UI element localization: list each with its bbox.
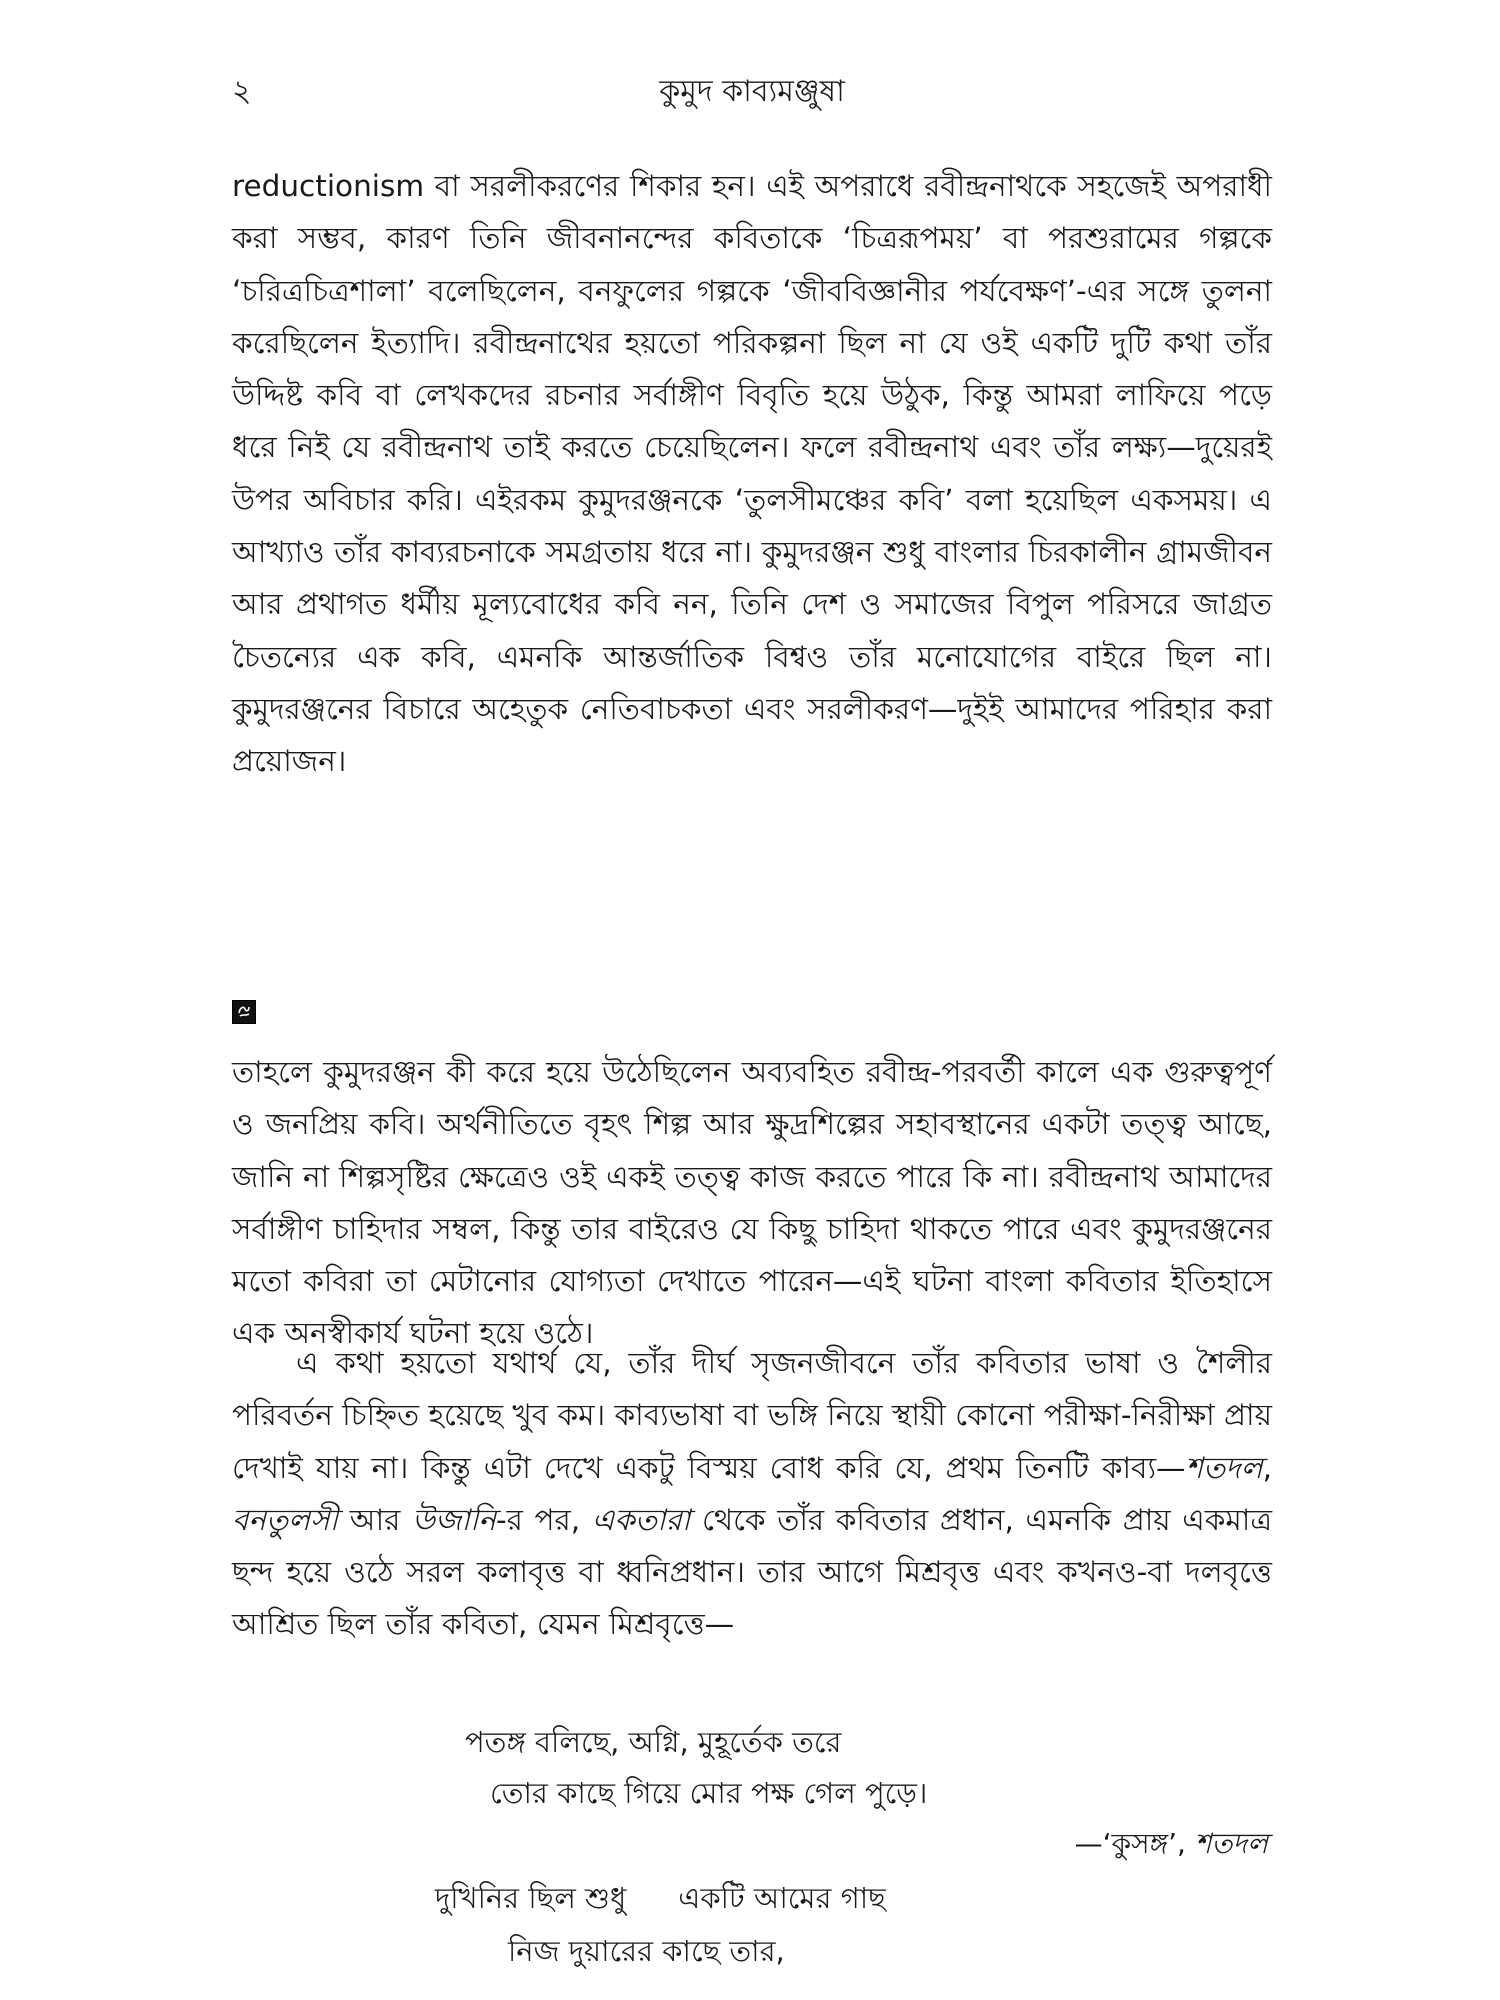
verse-2-line-1a: দুখিনির ছিল শুধু <box>435 1881 627 1915</box>
verse-1-line-2: তোর কাছে গিয়ে মোর পক্ষ গেল পুড়ে। <box>490 1776 928 1810</box>
paragraph-3-part2: আর <box>338 1502 413 1537</box>
paragraph-2-text: তাহলে কুমুদরঞ্জন কী করে হয়ে উঠেছিলেন অব্যবহিত রবীন্দ্র-পরবর্তী কালে এক গুরুত্বপূর্ণ ও জনপ্রিয় কবি। অর্থনীতিতে বৃহৎ শিল্প আর ক্ষুদ্রশিল্পের সহাবস্থানের একটা তত্ত্ব আছে, জানি না শিল্পসৃষ্টির ক্ষেত্রেও ওই একই তত্ত্ব কাজ করতে পারে কি না। রবীন্দ্রনাথ আমাদের সর্বাঙ্গীণ চাহিদার সম্বল, কিন্তু তার বাইরেও যে কিছু চাহিদা থাকতে পারে এবং কুমুদরঞ্জনের মতো কবিরা তা মেটানোর যোগ্যতা দেখাতে পারেন—এই ঘটনা বাংলা কবিতার ইতিহাসে এক অনস্বীকার্য ঘটনা হয়ে ওঠে। <box>232 1055 1272 1351</box>
credit-work: শতদল <box>1194 1827 1268 1860</box>
verse-1-line-1: পতঙ্গ বলিছে, অগ্নি, মুহূর্তেক তরে <box>465 1725 842 1759</box>
book-title-shatadal: শতদল <box>1185 1450 1263 1485</box>
running-head <box>232 72 1272 122</box>
paragraph-3-sep1: , <box>1262 1450 1272 1485</box>
paragraph-3-text <box>232 1337 1272 1651</box>
verse-2-line-1 <box>435 1872 886 1924</box>
paragraph-1 <box>232 160 1272 788</box>
paragraph-2 <box>232 1046 1272 1360</box>
paragraph-3-part3: -র পর, <box>496 1502 592 1537</box>
book-title-ektara: একতারা <box>591 1502 691 1537</box>
page-number: ২ <box>232 74 252 109</box>
verse-2-line-2: নিজ দুয়ারের কাছে তার, <box>508 1934 785 1968</box>
paragraph-1-text: reductionism বা সরলীকরণের শিকার হন। এই অপরাধে রবীন্দ্রনাথকে সহজেই অপরাধী করা সম্ভব, কারণ তিনি জীবনানন্দের কবিতাকে ‘চিত্ররূপময়’ বা পরশুরামের গল্পকে ‘চরিত্রচিত্রশালা’ বলেছিলেন, বনফুলের গল্পকে ‘জীববিজ্ঞানীর পর্যবেক্ষণ’-এর সঙ্গে তুলনা করেছিলেন ইত্যাদি। রবীন্দ্রনাথের হয়তো পরিকল্পনা ছিল না যে ওই একটি দুটি কথা তাঁর উদ্দিষ্ট কবি বা লেখকদের রচনার সর্বাঙ্গীণ বিবৃতি হয়ে উঠুক, কিন্তু আমরা লাফিয়ে পড়ে ধরে নিই যে রবীন্দ্রনাথ তাই করতে চেয়েছিলেন। ফলে রবীন্দ্রনাথ এবং তাঁর লক্ষ্য—দুয়েরই উপর অবিচার করি। এইরকম কুমুদরঞ্জনকে ‘তুলসীমঞ্চের কবি’ বলা হয়েছিল একসময়। এ আখ্যাও তাঁর কাব্যরচনাকে সমগ্রতায় ধরে না। কুমুদরঞ্জন শুধু বাংলার চিরকালীন গ্রামজীবন আর প্রথাগত ধর্মীয় মূল্যবোধের কবি নন, তিনি দেশ ও সমাজের বিপুল পরিসরে জাগ্রত চৈতন্যের এক কবি, এমনকি আন্তর্জাতিক বিশ্বও তাঁর মনোযোগের বাইরে ছিল না। কুমুদরঞ্জনের বিচারে অহেতুক নেতিবাচকতা এবং সরলীকরণ—দুইই আমাদের পরিহার করা প্রয়োজন। <box>232 169 1272 779</box>
book-title-ujani: উজানি <box>412 1502 496 1537</box>
paragraph-3-part4: থেকে তাঁর কবিতার প্রধান, এমনকি প্রায় একমাত্র ছন্দ হয়ে ওঠে সরল কলাবৃত্ত বা ধ্বনিপ্রধান। তার আগে মিশ্রবৃত্ত এবং কখনও-বা দলবৃত্তে আশ্রিত ছিল তাঁর কবিতা, যেমন মিশ্রবৃত্তে— <box>232 1502 1272 1642</box>
verse-credit <box>1075 1818 1268 1870</box>
verse-2-line-1b: একটি আমের গাছ <box>678 1881 886 1915</box>
section-ornament-icon <box>232 1000 256 1024</box>
paragraph-3 <box>232 1337 1272 1651</box>
ornament-glyph-icon <box>237 1004 251 1018</box>
book-title: কুমুদ কাব্যমঞ্জুষা <box>659 74 845 109</box>
book-title-banatulasi: বনতুলসী <box>232 1502 339 1537</box>
credit-poem: —‘কুসঙ্গ’, <box>1074 1827 1195 1860</box>
paragraph-3-part1: এ কথা হয়তো যথার্থ যে, তাঁর দীর্ঘ সৃজনজীবনে তাঁর কবিতার ভাষা ও শৈলীর পরিবর্তন চিহ্নিত হয়েছে খুব কম। কাব্যভাষা বা ভঙ্গি নিয়ে স্থায়ী কোনো পরীক্ষা-নিরীক্ষা প্রায় দেখাই যায় না। কিন্তু এটা দেখে একটু বিস্ময় বোধ করি যে, প্রথম তিনটি কাব্য— <box>232 1346 1272 1485</box>
